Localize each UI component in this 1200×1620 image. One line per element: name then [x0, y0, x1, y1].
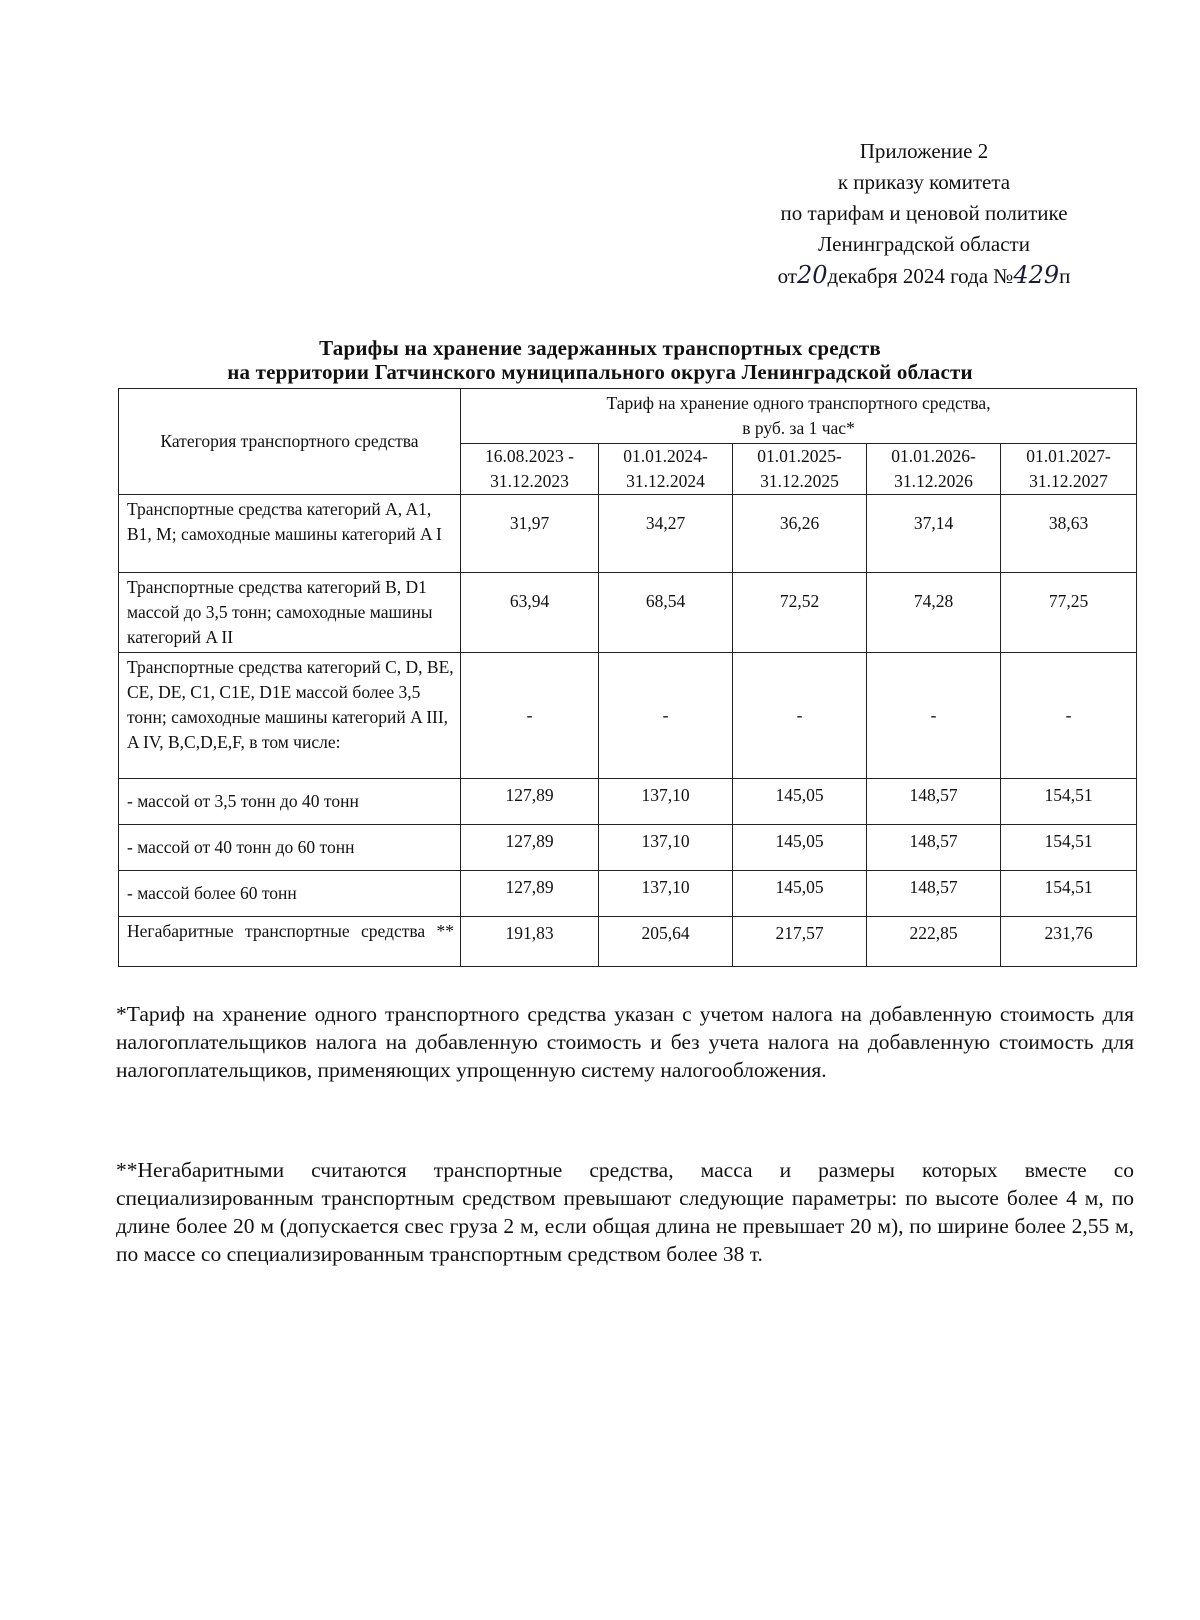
tariff-value: - [599, 653, 733, 779]
row-category: - массой от 3,5 тонн до 40 тонн [119, 779, 461, 825]
tariff-value: 72,52 [733, 573, 867, 653]
tariff-value: 36,26 [733, 495, 867, 573]
period-header [1001, 444, 1137, 495]
tariff-value: 77,25 [1001, 573, 1137, 653]
order-number-handwritten: 429 [1013, 261, 1060, 289]
annex-line-3: по тарифам и ценовой политике [780, 201, 1068, 225]
period-end: 31.12.2027 [1029, 471, 1108, 491]
period-start: 01.01.2025- [757, 446, 842, 466]
tariff-value: 74,28 [867, 573, 1001, 653]
table-row [119, 573, 1137, 653]
date-text: декабря 2024 года № [827, 264, 1014, 288]
tariff-value: - [1001, 653, 1137, 779]
tariff-value: 217,57 [733, 917, 867, 967]
tariff-value: 137,10 [599, 779, 733, 825]
tariff-value: - [867, 653, 1001, 779]
annex-date-line [714, 260, 1134, 292]
period-header [867, 444, 1001, 495]
annex-line-4: Ленинградской области [818, 232, 1030, 256]
title-line-1: Тарифы на хранение задержанных транспортных средств [319, 336, 881, 360]
period-start: 01.01.2027- [1026, 446, 1111, 466]
title-line-2: на территории Гатчинского муниципального округа Ленинградской области [227, 360, 973, 384]
header-tariff [461, 389, 1137, 444]
tariff-value: 148,57 [867, 779, 1001, 825]
period-end: 31.12.2026 [894, 471, 973, 491]
period-header [733, 444, 867, 495]
period-start: 16.08.2023 - [485, 446, 574, 466]
annex-block [714, 136, 1134, 292]
footnote-vat: *Тариф на хранение одного транспортного средства указан с учетом налога на добавленную стоимость для налогоплательщиков налога на добавленную стоимость и без учета налога на добавленную стоимость для налогоплательщиков, применяющих упрощенную систему налогообложения. [116, 1002, 1134, 1082]
tariff-value: - [733, 653, 867, 779]
footnote-oversize: **Негабаритными считаются транспортные средства, масса и размеры которых вместе со специализированным транспортным средством превышают следующие параметры: по высоте более 4 м, по длине более 20 м (допускается свес груза 2 м, если общая длина не превышает 20 м), по ширине более 2,55 м, по массе со специализированным транспортным средством более 38 т. [116, 1158, 1134, 1266]
order-suffix: п [1059, 264, 1071, 288]
row-category: Негабаритные транспортные средства ** [119, 917, 461, 967]
tariff-value: 37,14 [867, 495, 1001, 573]
period-end: 31.12.2025 [760, 471, 839, 491]
tariff-value: 137,10 [599, 825, 733, 871]
tariff-value: 154,51 [1001, 779, 1137, 825]
tariff-value: 205,64 [599, 917, 733, 967]
table-row [119, 825, 1137, 871]
date-day-handwritten: 20 [796, 261, 828, 289]
annex-line-1: Приложение 2 [859, 139, 989, 163]
tariff-value: 154,51 [1001, 825, 1137, 871]
annex-line-2: к приказу комитета [837, 170, 1011, 194]
table-row [119, 653, 1137, 779]
table-row [119, 917, 1137, 967]
tariff-value: 145,05 [733, 871, 867, 917]
header-tariff-line-1: Тариф на хранение одного транспортного средства, [606, 393, 991, 413]
row-category: - массой от 40 тонн до 60 тонн [119, 825, 461, 871]
date-prefix: от [777, 264, 797, 288]
tariff-value: 145,05 [733, 825, 867, 871]
tariff-value: 127,89 [461, 825, 599, 871]
table-row [119, 495, 1137, 573]
tariff-value: 63,94 [461, 573, 599, 653]
header-category: Категория транспортного средства [119, 389, 461, 495]
tariff-value: 231,76 [1001, 917, 1137, 967]
row-category: Транспортные средства категорий C, D, BE, CE, DE, C1, C1E, D1E массой более 3,5 тонн; самоходные машины категорий A III, A IV, B,C,D,E,F, в том числе: [119, 653, 461, 779]
tariff-value: 31,97 [461, 495, 599, 573]
tariff-value: 127,89 [461, 871, 599, 917]
period-start: 01.01.2026- [891, 446, 976, 466]
row-category: - массой более 60 тонн [119, 871, 461, 917]
table-header-row [119, 389, 1137, 444]
tariff-value: 191,83 [461, 917, 599, 967]
table-row [119, 871, 1137, 917]
period-end: 31.12.2023 [490, 471, 569, 491]
header-tariff-line-2: в руб. за 1 час* [742, 418, 855, 438]
table-row [119, 779, 1137, 825]
tariff-value: 222,85 [867, 917, 1001, 967]
tariff-value: 38,63 [1001, 495, 1137, 573]
tariff-value: 145,05 [733, 779, 867, 825]
tariff-value: 127,89 [461, 779, 599, 825]
tariff-value: 154,51 [1001, 871, 1137, 917]
document-title [100, 336, 1100, 384]
period-end: 31.12.2024 [626, 471, 705, 491]
tariff-value: - [461, 653, 599, 779]
row-category: Транспортные средства категорий B, D1 массой до 3,5 тонн; самоходные машины категорий A II [119, 573, 461, 653]
period-start: 01.01.2024- [623, 446, 708, 466]
tariff-value: 148,57 [867, 871, 1001, 917]
period-header [599, 444, 733, 495]
tariff-value: 137,10 [599, 871, 733, 917]
row-category: Транспортные средства категорий A, A1, B1, M; самоходные машины категорий A I [119, 495, 461, 573]
tariff-value: 68,54 [599, 573, 733, 653]
period-header [461, 444, 599, 495]
tariff-value: 34,27 [599, 495, 733, 573]
tariff-value: 148,57 [867, 825, 1001, 871]
tariff-table [118, 388, 1137, 967]
